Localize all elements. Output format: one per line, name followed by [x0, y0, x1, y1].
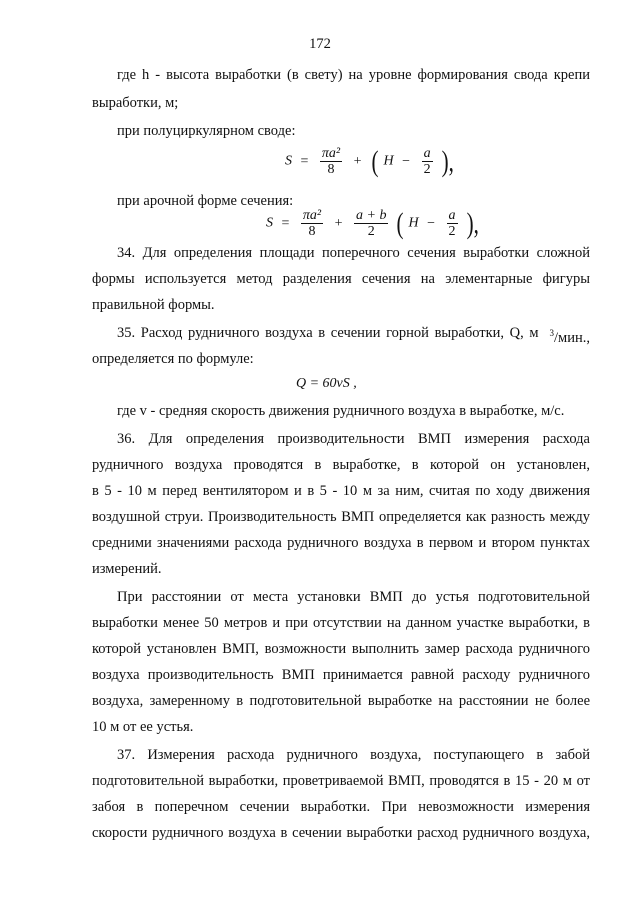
fraction-numerator: a + b — [356, 208, 387, 223]
text-line: выработки менее 50 метров и при отсутствии на данном участке выработки, в — [92, 615, 590, 631]
fraction-numerator: πa² — [321, 146, 341, 161]
text-line-35 — [117, 324, 590, 347]
superscript: 3 — [549, 328, 555, 338]
formula-operator: = — [300, 153, 309, 169]
text-line: 36. Для определения производительности ВМП измерения расхода — [117, 431, 590, 447]
fraction — [422, 146, 433, 177]
fraction-numerator: a — [448, 208, 456, 223]
text-line: рудничного воздуха проводятся в выработке, в которой он установлен, — [92, 457, 590, 473]
fraction-denominator: 2 — [423, 162, 431, 177]
fraction-denominator: 8 — [327, 162, 335, 177]
text-line: в 5 - 10 м перед вентилятором и в 5 - 10 м за ним, считая по ходу движения — [92, 483, 590, 499]
text-line: правильной формы. — [92, 297, 215, 313]
text-line: воздуха, замеренному в подготовительной выработке на расстоянии не более — [92, 693, 590, 709]
formula-symbol: H — [408, 215, 419, 231]
text-line: скорости рудничного воздуха в сечении выработки расход рудничного воздуха, — [92, 825, 590, 841]
text-line: определяется по формуле: — [92, 351, 254, 367]
fraction-numerator: πa² — [302, 208, 322, 223]
formula-operator: − — [427, 215, 436, 231]
formula-operator: = — [281, 215, 290, 231]
text-line: при полуциркулярном своде: — [117, 123, 296, 139]
fraction-denominator: 2 — [448, 224, 456, 239]
text-line: которой установлен ВМП, возможности выполнить замер расхода рудничного — [92, 641, 590, 657]
text-line: 10 м от ее устья. — [92, 719, 194, 735]
close-paren: ), — [441, 144, 454, 178]
text-line: где h - высота выработки (в свету) на уровне формирования свода крепи — [117, 67, 590, 83]
open-paren: ( — [396, 206, 404, 240]
fraction — [447, 208, 458, 239]
formula-semicircular — [285, 146, 457, 177]
formula-symbol: H — [383, 153, 394, 169]
open-paren: ( — [371, 144, 379, 178]
close-paren: ), — [466, 206, 479, 240]
fraction — [320, 146, 342, 177]
text-line: При расстоянии от места установки ВМП до устья подготовительной — [117, 589, 590, 605]
formula-operator: − — [402, 153, 411, 169]
formula-symbol: S — [285, 153, 292, 169]
text-line: при арочной форме сечения: — [117, 193, 294, 209]
formula-flow: Q = 60vS , — [296, 376, 357, 391]
formula-operator: + — [353, 153, 362, 169]
text-line: выработки, м; — [92, 95, 179, 111]
text-line: забоя в поперечном сечении выработки. При невозможности измерения — [92, 799, 590, 815]
text-line: измерений. — [92, 561, 162, 577]
fraction — [301, 208, 323, 239]
fraction-numerator: a — [423, 146, 431, 161]
text-line: где v - средняя скорость движения рудничного воздуха в выработке, м/с. — [117, 403, 565, 419]
text-line: средними значениями расхода рудничного воздуха в первом и втором пунктах — [92, 535, 590, 551]
text-fragment: 35. Расход рудничного воздуха в сечении горной выработки, Q, м — [117, 325, 539, 341]
text-line: 37. Измерения расхода рудничного воздуха, поступающего в забой — [117, 747, 590, 763]
formula-operator: + — [334, 215, 343, 231]
formula-arched — [266, 208, 482, 239]
formula-symbol: S — [266, 215, 273, 231]
text-line: воздуха производительность ВМП принимается равной расходу рудничного — [92, 667, 590, 683]
text-fragment: /мин., — [554, 329, 590, 346]
fraction-denominator: 8 — [308, 224, 316, 239]
page-number: 172 — [309, 36, 331, 52]
fraction — [354, 208, 388, 239]
text-line: воздушной струи. Производительность ВМП определяется как разность между — [92, 509, 590, 525]
text-line: 34. Для определения площади поперечного сечения выработки сложной — [117, 245, 590, 261]
text-line: формы используется метод разделения сечения на элементарные фигуры — [92, 271, 590, 287]
fraction-denominator: 2 — [367, 224, 375, 239]
text-line: подготовительной выработки, проветриваемой ВМП, проводятся в 15 - 20 м от — [92, 773, 590, 789]
